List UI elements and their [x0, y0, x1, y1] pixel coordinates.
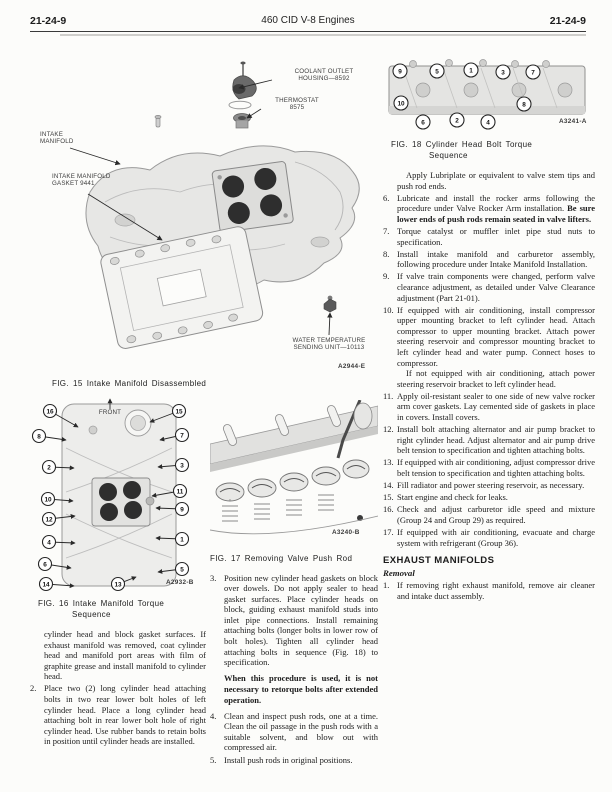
step-text: Install push rods in original positions.: [224, 754, 353, 765]
outlet-gasket-icon: [229, 101, 251, 109]
procedure-step: [210, 573, 378, 668]
procedure-step: [383, 226, 595, 247]
paragraph-text: cylinder head and block gasket surfaces. If exhaust manifold was removed, coat cylinder head and manifold port areas with film of graphite grease and install manifold to cylinder head.: [44, 629, 206, 682]
paragraph-text: Apply Lubriplate or equivalent to valve stem tips and push rod ends.: [397, 170, 595, 191]
svg-text:2: 2: [47, 464, 51, 472]
step-text: If removing right exhaust manifold, remove air cleaner and intake duct assembly.: [397, 580, 595, 601]
procedure-step: [383, 504, 595, 525]
header-rule-shadow: [60, 34, 586, 36]
sending-unit-icon: [324, 296, 336, 312]
step-number: 12.: [383, 424, 394, 435]
procedure-step: [383, 527, 595, 548]
fig18-code: A3241-A: [559, 118, 587, 125]
step-text: Lubricate and install the rocker arms following the procedure under Valve Rocker Arm installation. Be sure lower ends of push rods remain seated in valve lifters.: [397, 192, 595, 224]
paragraph-continuation: [383, 170, 595, 191]
procedure-step: [383, 249, 595, 270]
page-number-left: 21-24-9: [30, 15, 67, 27]
procedure-step: [383, 480, 595, 491]
svg-text:4: 4: [486, 119, 490, 127]
procedure-step: [383, 193, 595, 225]
svg-text:1: 1: [180, 536, 184, 544]
left-column: [30, 396, 206, 749]
step-text: Start engine and check for leaks.: [397, 492, 508, 503]
step-number: 3.: [210, 572, 217, 583]
step-number: 4.: [210, 710, 217, 721]
callout-thermostat: THERMOSTAT 8575: [275, 97, 319, 112]
fig17-caption: FIG. 17 Removing Valve Push Rod: [210, 554, 353, 563]
svg-text:9: 9: [180, 506, 184, 514]
svg-text:2: 2: [455, 117, 459, 125]
svg-text:16: 16: [46, 408, 54, 416]
coolant-outlet-icon: [233, 62, 257, 100]
step-number: 9.: [383, 271, 390, 282]
svg-text:5: 5: [435, 68, 439, 76]
rocker-arms: [216, 460, 369, 501]
step-text: If valve train components were changed, perform valve clearance adjustment, as detailed under Valve Clearance adjustment (Part 21-01).: [397, 271, 595, 303]
front-label: FRONT: [98, 409, 122, 416]
step-number: 2.: [30, 683, 37, 694]
callout-coolant-outlet: COOLANT OUTLET HOUSING—8592: [294, 68, 354, 83]
svg-text:3: 3: [180, 462, 184, 470]
middle-column-text: [210, 573, 378, 766]
left-column-text: [30, 629, 206, 747]
svg-text:6: 6: [43, 561, 47, 569]
fig16-code: A2932-B: [166, 579, 194, 586]
step-text: If equipped with air conditioning, install compressor upper mounting bracket to left cylinder head. Attach compressor to upper mounting bracket. Attach power steering reservoir and compressor mounting bracket to left cylinder head and water pump. Connect hoses to compressor. If not equipped with air conditioning, attach power steering reservoir bracket to left cylinder head.: [397, 304, 595, 389]
procedure-step: [383, 391, 595, 423]
step-number: 14.: [383, 480, 394, 491]
step-number: 10.: [383, 304, 394, 315]
svg-text:7: 7: [531, 69, 535, 77]
svg-text:5: 5: [180, 566, 184, 574]
svg-text:7: 7: [180, 432, 184, 440]
step-text: Apply oil-resistant sealer to one side of new valve rocker arm cover gaskets. Lay cemented side of gaskets in place in covers. Install covers.: [397, 390, 595, 423]
step-number: 8.: [383, 248, 390, 259]
svg-text:8: 8: [522, 101, 526, 109]
step-number: 5.: [210, 754, 217, 765]
svg-text:12: 12: [45, 516, 53, 524]
procedure-step: [383, 271, 595, 303]
step-number: 15.: [383, 492, 394, 503]
svg-text:10: 10: [44, 496, 52, 504]
step-number: 6.: [383, 192, 390, 203]
svg-text:4: 4: [47, 539, 51, 547]
callout-manifold-gasket: INTAKE MANIFOLD GASKET 9441: [52, 173, 111, 188]
svg-text:9: 9: [398, 68, 402, 76]
right-column: [383, 56, 595, 603]
fig18-caption: FIG. 18 Cylinder Head Bolt Torque Sequence: [391, 140, 533, 160]
step-text: Install bolt attaching alternator and air pump bracket to right cylinder head. Adjust alternator and air pump drive belt tension to specification and tighten attaching bolts.: [397, 424, 595, 456]
paragraph-continuation: [30, 629, 206, 682]
right-column-text: [383, 170, 595, 601]
fig18-container: [383, 56, 595, 134]
page-title: 460 CID V-8 Engines: [261, 15, 355, 26]
procedure-step: [30, 683, 206, 747]
procedure-step: [383, 580, 595, 601]
step-text: Check and adjust carburetor idle speed and mixture (Group 24 and Group 29) as required.: [397, 504, 595, 525]
fig16-container: [30, 396, 206, 592]
procedure-step: [383, 305, 595, 390]
page-number-right: 21-24-9: [549, 15, 586, 27]
procedure-step: [210, 711, 378, 753]
subsection-heading: Removal: [383, 568, 415, 579]
middle-column: [210, 400, 378, 767]
procedure-step: [210, 755, 378, 766]
callout-intake-manifold: INTAKE MANIFOLD: [40, 131, 74, 146]
fig16-caption: FIG. 16 Intake Manifold Torque Sequence: [38, 599, 165, 619]
callout-sending-unit: WATER TEMPERATURE SENDING UNIT—10113: [292, 337, 366, 352]
step-number: 13.: [383, 457, 394, 468]
fig16-artwork: [30, 396, 206, 592]
fig15-code: A2944-E: [338, 363, 366, 370]
fig17-artwork: [210, 400, 378, 546]
svg-text:11: 11: [176, 488, 184, 496]
step-text: Torque catalyst or muffler inlet pipe stud nuts to specification.: [397, 225, 595, 247]
step-text: If equipped with air conditioning, evacuate and charge system with refrigerant (Group 36).: [397, 527, 595, 548]
fig17-code: A3240-B: [332, 529, 360, 536]
svg-text:10: 10: [397, 100, 405, 108]
step-text: Install intake manifold and carburetor assembly, following procedure under Intake Manifold Installation.: [397, 248, 595, 270]
step-number: 1.: [383, 580, 390, 591]
step-text: Position new cylinder head gaskets on block over dowels. Do not apply sealer to head gasket surfaces. Place cylinder heads on block, guiding exhaust manifold studs into inlet pipe connections. Install remaining attaching bolts (longer bolts in lower row of bolt holes). Tighten all cylinder head attaching bolts in sequence (Fig. 18) to specification.: [224, 572, 378, 668]
svg-text:14: 14: [42, 581, 50, 589]
fig17-container: [210, 400, 378, 546]
svg-text:15: 15: [175, 408, 183, 416]
step-number: 7.: [383, 225, 390, 236]
svg-text:8: 8: [37, 433, 41, 441]
fig15-container: [30, 52, 382, 377]
fig15-caption: FIG. 15 Intake Manifold Disassembled: [52, 379, 207, 388]
page-header: [30, 12, 586, 30]
stud-icon: [155, 115, 161, 127]
procedure-step: [383, 424, 595, 456]
step-text: Fill radiator and power steering reservoir, as necessary.: [397, 480, 585, 491]
bold-note: [210, 669, 378, 709]
svg-text:13: 13: [114, 581, 122, 589]
step-number: 16.: [383, 504, 394, 515]
svg-text:6: 6: [421, 119, 425, 127]
svg-text:3: 3: [501, 69, 505, 77]
step-number: 11.: [383, 390, 394, 401]
thermostat-icon: [234, 114, 251, 129]
procedure-step: [383, 457, 595, 478]
header-rule: [30, 31, 586, 32]
step-text: Place two (2) long cylinder head attaching bolts in two rear lower bolt holes of left cylinder head. Place a long cylinder head attaching bolt in rear lower bolt hole of right cylinder head. Use rubber bands to retain bolts in position until cylinder heads are installed.: [44, 683, 206, 747]
step-number: 17.: [383, 527, 394, 537]
procedure-step: [383, 492, 595, 503]
note-text: When this procedure is used, it is not necessary to retorque bolts after extended operation.: [224, 673, 378, 705]
step-text: If equipped with air conditioning, adjust compressor drive belt tension to specification and tighten attaching bolts.: [397, 457, 595, 479]
svg-text:1: 1: [469, 67, 473, 75]
step-text: Clean and inspect push rods, one at a time. Clean the oil passage in the push rods with a suitable solvent, and blow out with compressed air.: [224, 710, 378, 753]
section-heading: EXHAUST MANIFOLDS: [383, 555, 495, 567]
